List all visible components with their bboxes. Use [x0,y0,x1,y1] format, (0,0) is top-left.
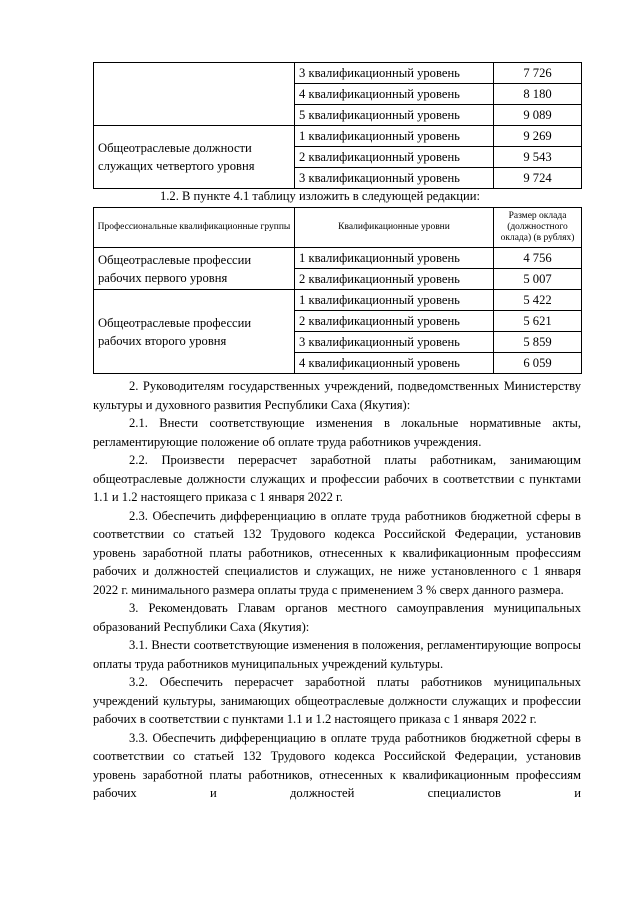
value-cell: 5 859 [494,332,582,353]
level-cell: 1 квалификационный уровень [295,126,494,147]
table-cell-empty-group [94,63,295,126]
level-cell: 2 квалификационный уровень [295,269,494,290]
level-cell: 4 квалификационный уровень [295,353,494,374]
value-cell: 5 422 [494,290,582,311]
header-salary: Размер оклада (должностного оклада) (в рублях) [494,208,582,248]
salary-table-continued [93,62,582,189]
level-cell: 3 квалификационный уровень [295,168,494,189]
paragraph-2-2: 2.2. Произвести перерасчет заработной платы работникам, занимающим общеотраслевые должности служащих и профессии рабочих в соответствии с пунктами 1.1 и 1.2 настоящего приказа с 1 января 2022 г. [93,453,581,504]
paragraph-3-1: 3.1. Внести соответствующие изменения в положения, регламентирующие вопросы оплаты труда работников муниципальных учреждений культуры. [93,638,581,671]
level-cell: 3 квалификационный уровень [295,63,494,84]
paragraph-2-3: 2.3. Обеспечить дифференциацию в оплате труда работников бюджетной сферы в соответствии со статьей 132 Трудового кодекса Российской Федерации, установив уровень заработной платы работников, отнесенных к квалификационным профессиям рабочих и должностей специалистов и служащих, не ниже установленного с 1 января 2022 г. минимального размера оплаты труда с применением 3 % сверх данного размера. [93,508,581,597]
header-levels: Квалификационные уровни [295,208,494,248]
paragraph-3-3: 3.3. Обеспечить дифференциацию в оплате труда работников бюджетной сферы в соответствии со статьей 132 Трудового кодекса Российской Федерации, установив уровень заработной платы работников, отнесенных к квалификационным профессиям рабочих и должностей специалистов и [93,730,581,800]
level-cell: 2 квалификационный уровень [295,311,494,332]
paragraph-2-1: 2.1. Внести соответствующие изменения в локальные нормативные акты, регламентирующие положение об оплате труда работников учреждения. [93,416,581,449]
value-cell: 5 007 [494,269,582,290]
table-header-row [94,208,582,248]
value-cell: 9 543 [494,147,582,168]
level-cell: 4 квалификационный уровень [295,84,494,105]
table-row [94,63,582,84]
document-body [93,377,581,803]
table-row [94,126,582,147]
group-cell: Общеотраслевые профессии рабочих первого уровня [94,248,295,290]
value-cell: 8 180 [494,84,582,105]
group-cell: Общеотраслевые должности служащих четвертого уровня [94,126,295,189]
header-groups: Профессиональные квалификационные группы [94,208,295,248]
value-cell: 9 089 [494,105,582,126]
value-cell: 5 621 [494,311,582,332]
value-cell: 7 726 [494,63,582,84]
level-cell: 3 квалификационный уровень [295,332,494,353]
paragraph-2: 2. Руководителям государственных учреждений, подведомственных Министерству культуры и духовного развития Республики Саха (Якутия): [93,379,581,412]
group-cell: Общеотраслевые профессии рабочих второго уровня [94,290,295,374]
value-cell: 6 059 [494,353,582,374]
level-cell: 1 квалификационный уровень [295,290,494,311]
salary-table-workers [93,207,582,374]
value-cell: 9 724 [494,168,582,189]
table-row [94,290,582,311]
table-row [94,248,582,269]
level-cell: 2 квалификационный уровень [295,147,494,168]
paragraph-3-2: 3.2. Обеспечить перерасчет заработной платы работников муниципальных учреждений культуры, занимающих общеотраслевые должности служащих и профессии рабочих в соответствии с пунктами 1.1 и 1.2 настоящего приказа с 1 января 2022 г. [93,675,581,726]
paragraph-3: 3. Рекомендовать Главам органов местного самоуправления муниципальных образований Республики Саха (Якутия): [93,601,581,634]
value-cell: 9 269 [494,126,582,147]
table-caption: 1.2. В пункте 4.1 таблицу изложить в следующей редакции: [159,189,481,203]
value-cell: 4 756 [494,248,582,269]
level-cell: 1 квалификационный уровень [295,248,494,269]
level-cell: 5 квалификационный уровень [295,105,494,126]
